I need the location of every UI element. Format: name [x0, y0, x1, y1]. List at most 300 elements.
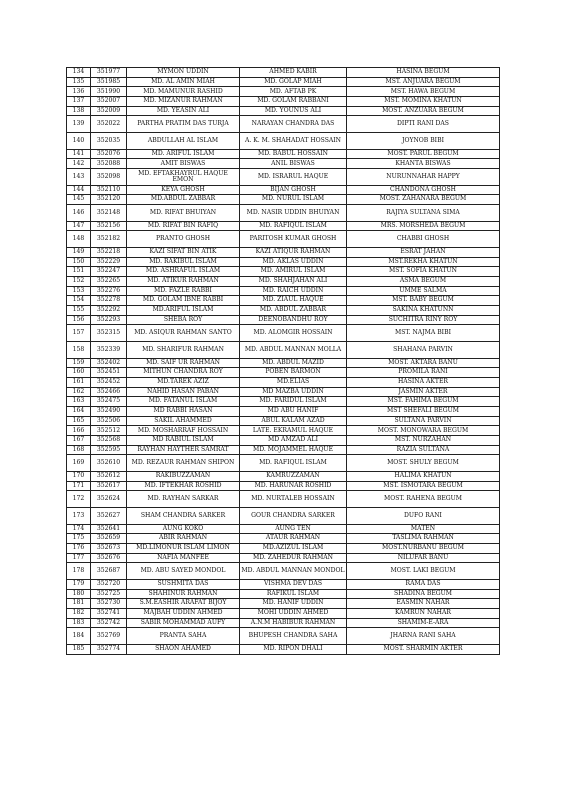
serial-cell: 137	[67, 97, 91, 107]
father-name-cell: MD. RIPON DHALI	[240, 644, 347, 654]
roll-cell: 352610	[91, 455, 127, 472]
father-name-cell: MD. AKLAS UDDIN	[240, 257, 347, 267]
father-name-cell: BIJAN GHOSH	[240, 185, 347, 195]
name-cell: MITHUN CHANDRA ROY	[127, 368, 240, 378]
father-name-cell: MD. YOUNUS ALI	[240, 106, 347, 116]
mother-name-cell: SAKINA KHATUNN	[347, 305, 500, 315]
table-row	[67, 406, 500, 416]
mother-name-cell: JASMIN AKTER	[347, 387, 500, 397]
roll-cell: 352292	[91, 305, 127, 315]
mother-name-cell: CHANDONA GHOSH	[347, 185, 500, 195]
serial-cell: 139	[67, 116, 91, 133]
name-cell: SHAM CHANDRA SARKER	[127, 507, 240, 524]
father-name-cell: LATE. EKRAMUL HAQUE	[240, 426, 347, 436]
table-row	[67, 247, 500, 257]
serial-cell: 162	[67, 387, 91, 397]
roll-cell: 352076	[91, 149, 127, 159]
name-cell: MD. MOSHARRAF HOSSAIN	[127, 426, 240, 436]
name-cell: AMIT BISWAS	[127, 159, 240, 169]
table-row	[67, 231, 500, 248]
father-name-cell: ANIL BISWAS	[240, 159, 347, 169]
mother-name-cell: HASINA BEGUM	[347, 68, 500, 78]
name-cell: MD. RAYHAN SARKAR	[127, 491, 240, 508]
father-name-cell: KAZI ATIQUR RAHMAN	[240, 247, 347, 257]
mother-name-cell: MOST. SHARMIN AKTER	[347, 644, 500, 654]
roll-cell: 352720	[91, 579, 127, 589]
mother-name-cell: CHABBI GHOSH	[347, 231, 500, 248]
roll-cell: 352617	[91, 481, 127, 491]
father-name-cell: MD. AMIRUL ISLAM	[240, 267, 347, 277]
table-row	[67, 455, 500, 472]
name-cell: MYMON UDDIN	[127, 68, 240, 78]
name-cell: MD. ABU SAYED MONDOL	[127, 563, 240, 580]
mother-name-cell: MST SHEFALI BEGUM	[347, 406, 500, 416]
roll-cell: 352512	[91, 426, 127, 436]
mother-name-cell: MST. HAWA BEGUM	[347, 87, 500, 97]
father-name-cell: MD. GOLAM RABBANI	[240, 97, 347, 107]
father-name-cell: PARITOSH KUMAR GHOSH	[240, 231, 347, 248]
father-name-cell: MD. ALOMGIR HOSSAIN	[240, 325, 347, 342]
serial-cell: 173	[67, 507, 91, 524]
roll-cell: 352490	[91, 406, 127, 416]
father-name-cell: MD. BABUL HOSSAIN	[240, 149, 347, 159]
mother-name-cell: KAMRUN NAHAR	[347, 608, 500, 618]
mother-name-cell: MOST. ANZUARA BEGUM	[347, 106, 500, 116]
serial-cell: 147	[67, 221, 91, 231]
roster-table-container	[66, 67, 499, 655]
table-row	[67, 579, 500, 589]
mother-name-cell: SHAHANA PARVIN	[347, 341, 500, 358]
name-cell: SAKIL AHAMMED	[127, 416, 240, 426]
name-cell: RAKIBUZZAMAN	[127, 472, 240, 482]
name-cell: PRANTA SAHA	[127, 628, 240, 645]
table-row	[67, 553, 500, 563]
father-name-cell: AUNG TEN	[240, 524, 347, 534]
roll-cell: 352276	[91, 286, 127, 296]
roll-cell: 352687	[91, 563, 127, 580]
table-row	[67, 534, 500, 544]
roll-cell: 351990	[91, 87, 127, 97]
serial-cell: 141	[67, 149, 91, 159]
table-row	[67, 68, 500, 78]
table-row	[67, 257, 500, 267]
mother-name-cell: MOST. SHULY BEGUM	[347, 455, 500, 472]
table-row	[67, 608, 500, 618]
name-cell: SHAHINUR RAHMAN	[127, 589, 240, 599]
table-row	[67, 481, 500, 491]
mother-name-cell: MOST. PARUL BEGUM	[347, 149, 500, 159]
mother-name-cell: NILUFAR BANU	[347, 553, 500, 563]
roll-cell: 352110	[91, 185, 127, 195]
name-cell: AUNG KOKO	[127, 524, 240, 534]
table-row	[67, 77, 500, 87]
mother-name-cell: MST. NAJMA BIBI	[347, 325, 500, 342]
name-cell: MD. ARIFUL ISLAM	[127, 149, 240, 159]
roll-cell: 352247	[91, 267, 127, 277]
serial-cell: 145	[67, 195, 91, 205]
name-cell: ABDULLAH AL ISLAM	[127, 133, 240, 150]
table-row	[67, 628, 500, 645]
mother-name-cell: HASINA AKTER	[347, 377, 500, 387]
name-cell: PARTHA PRATIM DAS TURJA	[127, 116, 240, 133]
father-name-cell: MD. GOLAP MIAH	[240, 77, 347, 87]
name-cell: MD. MIZANUR RAHMAN	[127, 97, 240, 107]
serial-cell: 155	[67, 305, 91, 315]
father-name-cell: MD. ABDUL MAZID	[240, 358, 347, 368]
serial-cell: 174	[67, 524, 91, 534]
roll-cell: 352730	[91, 599, 127, 609]
father-name-cell: POBEN BARMON	[240, 368, 347, 378]
father-name-cell: RAFIKUL ISLAM	[240, 589, 347, 599]
roll-cell: 352452	[91, 377, 127, 387]
roll-cell: 352022	[91, 116, 127, 133]
mother-name-cell: ASMA BEGUM	[347, 276, 500, 286]
table-row	[67, 169, 500, 186]
roll-cell: 352148	[91, 204, 127, 221]
name-cell: MD RABIUL ISLAM	[127, 436, 240, 446]
roll-cell: 352568	[91, 436, 127, 446]
father-name-cell: MD. HANIF UDDIN	[240, 599, 347, 609]
table-row	[67, 472, 500, 482]
mother-name-cell: MOST. LAKI BEGUM	[347, 563, 500, 580]
serial-cell: 143	[67, 169, 91, 186]
mother-name-cell: MST. MOMINA KHATUN	[347, 97, 500, 107]
serial-cell: 183	[67, 618, 91, 628]
roll-cell: 352229	[91, 257, 127, 267]
mother-name-cell: EASMIN NAHAR	[347, 599, 500, 609]
name-cell: MD. MAMUNUR RASHID	[127, 87, 240, 97]
serial-cell: 168	[67, 445, 91, 455]
father-name-cell: DEENOBANDHU ROY	[240, 315, 347, 325]
name-cell: MD. ASIQUR RAHMAN SANTO	[127, 325, 240, 342]
father-name-cell: MD.AZIZUL ISLAM	[240, 543, 347, 553]
table-row	[67, 159, 500, 169]
serial-cell: 178	[67, 563, 91, 580]
mother-name-cell: RAJIYA SULTANA SIMA	[347, 204, 500, 221]
serial-cell: 171	[67, 481, 91, 491]
table-row	[67, 387, 500, 397]
name-cell: MD. FATANUL ISLAM	[127, 397, 240, 407]
mother-name-cell: NURUNNAHAR HAPPY	[347, 169, 500, 186]
roll-cell: 352624	[91, 491, 127, 508]
roll-cell: 352641	[91, 524, 127, 534]
father-name-cell: MD. NURTALEB HOSSAIN	[240, 491, 347, 508]
serial-cell: 160	[67, 368, 91, 378]
name-cell: MD. SHARIFUR RAHMAN	[127, 341, 240, 358]
name-cell: MD. EFTAKHAYRUL HAQUE EMON	[127, 169, 240, 186]
serial-cell: 185	[67, 644, 91, 654]
table-row	[67, 97, 500, 107]
father-name-cell: ABUL KALAM AZAD	[240, 416, 347, 426]
table-row	[67, 644, 500, 654]
name-cell: MD.ARIFUL ISLAM	[127, 305, 240, 315]
serial-cell: 161	[67, 377, 91, 387]
roll-cell: 352627	[91, 507, 127, 524]
mother-name-cell: MOST. AKTARA BANU	[347, 358, 500, 368]
mother-name-cell: UMME SALMA	[347, 286, 500, 296]
mother-name-cell: MOST. ZAHANARA BEGUM	[347, 195, 500, 205]
serial-cell: 146	[67, 204, 91, 221]
table-row	[67, 368, 500, 378]
serial-cell: 144	[67, 185, 91, 195]
table-row	[67, 358, 500, 368]
serial-cell: 140	[67, 133, 91, 150]
father-name-cell: MD. NURUL ISLAM	[240, 195, 347, 205]
mother-name-cell: SHAMIM-E-ARA	[347, 618, 500, 628]
table-row	[67, 341, 500, 358]
table-row	[67, 491, 500, 508]
table-row	[67, 315, 500, 325]
name-cell: ABIR RAHMAN	[127, 534, 240, 544]
mother-name-cell: MST. ANJUARA BEGUM	[347, 77, 500, 87]
roll-cell: 352742	[91, 618, 127, 628]
table-row	[67, 305, 500, 315]
name-cell: S.M.EASHIR ARAFAT BIJOY	[127, 599, 240, 609]
name-cell: MD. REZAUR RAHMAN SHIPON	[127, 455, 240, 472]
father-name-cell: MD. ISRARUL HAQUE	[240, 169, 347, 186]
father-name-cell: MD. SHAHJAHAN ALI	[240, 276, 347, 286]
name-cell: MAJBAH UDDIN AHMED	[127, 608, 240, 618]
serial-cell: 134	[67, 68, 91, 78]
name-cell: NAHID HASAN PABAN	[127, 387, 240, 397]
father-name-cell: VISHMA DEV DAS	[240, 579, 347, 589]
mother-name-cell: RAMA DAS	[347, 579, 500, 589]
mother-name-cell: KHANTA BISWAS	[347, 159, 500, 169]
serial-cell: 158	[67, 341, 91, 358]
name-cell: SHEBA ROY	[127, 315, 240, 325]
name-cell: SABIR MOHAMMAD AUFY	[127, 618, 240, 628]
name-cell: MD.TAREK AZIZ	[127, 377, 240, 387]
mother-name-cell: MST. NURZAHAN	[347, 436, 500, 446]
table-row	[67, 286, 500, 296]
mother-name-cell: RAZIA SULTANA	[347, 445, 500, 455]
name-cell: MD.LIMONUR ISLAM LIMON	[127, 543, 240, 553]
table-row	[67, 618, 500, 628]
serial-cell: 138	[67, 106, 91, 116]
mother-name-cell: PROMILA RANI	[347, 368, 500, 378]
name-cell: MD. RIFAT BHUIYAN	[127, 204, 240, 221]
table-row	[67, 377, 500, 387]
name-cell: KAZI SIFAT BIN ATIK	[127, 247, 240, 257]
father-name-cell: MD. RAFIQUL ISLAM	[240, 221, 347, 231]
name-cell: NAFIA MANFEE	[127, 553, 240, 563]
father-name-cell: MD. NASIR UDDIN BHUIYAN	[240, 204, 347, 221]
mother-name-cell: TASLIMA RAHMAN	[347, 534, 500, 544]
mother-name-cell: MST. SOFIA KHATUN	[347, 267, 500, 277]
mother-name-cell: MST. BABY BEGUM	[347, 296, 500, 306]
roll-cell: 352402	[91, 358, 127, 368]
roll-cell: 352339	[91, 341, 127, 358]
serial-cell: 182	[67, 608, 91, 618]
roll-cell: 352774	[91, 644, 127, 654]
roll-cell: 351985	[91, 77, 127, 87]
mother-name-cell: SULTANA PARVIN	[347, 416, 500, 426]
mother-name-cell: MATEN	[347, 524, 500, 534]
name-cell: MD. IFTEKHAR ROSHID	[127, 481, 240, 491]
table-row	[67, 116, 500, 133]
serial-cell: 175	[67, 534, 91, 544]
name-cell: MD.ABDUL ZABBAR	[127, 195, 240, 205]
serial-cell: 176	[67, 543, 91, 553]
table-row	[67, 436, 500, 446]
serial-cell: 151	[67, 267, 91, 277]
serial-cell: 172	[67, 491, 91, 508]
father-name-cell: A. K. M. SHAHADAT HOSSAIN	[240, 133, 347, 150]
roll-cell: 352673	[91, 543, 127, 553]
name-cell: MD. RIFAT BIN RAFIQ	[127, 221, 240, 231]
father-name-cell: MD. ABDUL ZABBAR	[240, 305, 347, 315]
table-row	[67, 325, 500, 342]
mother-name-cell: DUFO RANI	[347, 507, 500, 524]
roll-cell: 352278	[91, 296, 127, 306]
table-row	[67, 563, 500, 580]
serial-cell: 153	[67, 286, 91, 296]
father-name-cell: A.N.M HABIBUR RAHMAN	[240, 618, 347, 628]
serial-cell: 164	[67, 406, 91, 416]
serial-cell: 184	[67, 628, 91, 645]
roll-cell: 352009	[91, 106, 127, 116]
roster-table	[66, 67, 500, 655]
father-name-cell: MD.ELIAS	[240, 377, 347, 387]
serial-cell: 159	[67, 358, 91, 368]
serial-cell: 152	[67, 276, 91, 286]
name-cell: MD. FAZLE RABBI	[127, 286, 240, 296]
name-cell: MD RABBI HASAN	[127, 406, 240, 416]
table-row	[67, 445, 500, 455]
roll-cell: 352293	[91, 315, 127, 325]
table-row	[67, 195, 500, 205]
table-row	[67, 221, 500, 231]
name-cell: MD. AL AMIN MIAH	[127, 77, 240, 87]
father-name-cell: MD. ZIAUL HAQUE	[240, 296, 347, 306]
serial-cell: 135	[67, 77, 91, 87]
serial-cell: 149	[67, 247, 91, 257]
father-name-cell: MD. MOJAMMEL HAQUE	[240, 445, 347, 455]
mother-name-cell: DIPTI RANI DAS	[347, 116, 500, 133]
serial-cell: 157	[67, 325, 91, 342]
table-row	[67, 87, 500, 97]
roll-cell: 352676	[91, 553, 127, 563]
roll-cell: 352120	[91, 195, 127, 205]
roll-cell: 352659	[91, 534, 127, 544]
mother-name-cell: ESRAT JAHAN	[347, 247, 500, 257]
mother-name-cell: SHADINA BEGUM	[347, 589, 500, 599]
father-name-cell: MD. FARIDUL ISLAM	[240, 397, 347, 407]
roll-cell: 352595	[91, 445, 127, 455]
serial-cell: 163	[67, 397, 91, 407]
roll-cell: 352218	[91, 247, 127, 257]
roll-cell: 352098	[91, 169, 127, 186]
mother-name-cell: JOYNOB BIBI	[347, 133, 500, 150]
father-name-cell: MD MAZBA UDDIN	[240, 387, 347, 397]
table-row	[67, 397, 500, 407]
mother-name-cell: MST.REKHA KHATUN	[347, 257, 500, 267]
table-row	[67, 133, 500, 150]
father-name-cell: MD. ABDUL MANNAN MOLLA	[240, 341, 347, 358]
mother-name-cell: MST. FAHIMA BEGUM	[347, 397, 500, 407]
roll-cell: 352035	[91, 133, 127, 150]
table-row	[67, 276, 500, 286]
name-cell: MD. ASHRAFUL ISLAM	[127, 267, 240, 277]
father-name-cell: BHUPESH CHANDRA SAHA	[240, 628, 347, 645]
table-row	[67, 267, 500, 277]
serial-cell: 150	[67, 257, 91, 267]
mother-name-cell: SUCHITRA RINY ROY	[347, 315, 500, 325]
name-cell: KEYA GHOSH	[127, 185, 240, 195]
mother-name-cell: MST. ISMOTARA BEGUM	[347, 481, 500, 491]
serial-cell: 169	[67, 455, 91, 472]
mother-name-cell: HALIMA KHATUN	[347, 472, 500, 482]
roll-cell: 352506	[91, 416, 127, 426]
roll-cell: 352769	[91, 628, 127, 645]
serial-cell: 177	[67, 553, 91, 563]
roll-cell: 352088	[91, 159, 127, 169]
name-cell: SUSHMITA DAS	[127, 579, 240, 589]
roll-cell: 352265	[91, 276, 127, 286]
table-row	[67, 204, 500, 221]
table-row	[67, 106, 500, 116]
father-name-cell: MD. ABDUL MANNAN MONDOL	[240, 563, 347, 580]
table-row	[67, 149, 500, 159]
roll-cell: 352612	[91, 472, 127, 482]
serial-cell: 142	[67, 159, 91, 169]
father-name-cell: AHMED KABIR	[240, 68, 347, 78]
serial-cell: 166	[67, 426, 91, 436]
name-cell: MD. SAIF UR RAHMAN	[127, 358, 240, 368]
table-row	[67, 543, 500, 553]
roll-cell: 352156	[91, 221, 127, 231]
mother-name-cell: MRS. MORSHEDA BEGUM	[347, 221, 500, 231]
table-row	[67, 416, 500, 426]
father-name-cell: ATAUR RAHMAN	[240, 534, 347, 544]
father-name-cell: NARAYAN CHANDRA DAS	[240, 116, 347, 133]
serial-cell: 165	[67, 416, 91, 426]
father-name-cell: GOUR CHANDRA SARKER	[240, 507, 347, 524]
serial-cell: 167	[67, 436, 91, 446]
mother-name-cell: JHARNA RANI SAHA	[347, 628, 500, 645]
table-row	[67, 599, 500, 609]
name-cell: MD. RAKIBUL ISLAM	[127, 257, 240, 267]
roll-cell: 352725	[91, 589, 127, 599]
roll-cell: 351977	[91, 68, 127, 78]
roll-cell: 352451	[91, 368, 127, 378]
name-cell: MD. ATIKUR RAHMAN	[127, 276, 240, 286]
serial-cell: 136	[67, 87, 91, 97]
name-cell: PRANTO GHOSH	[127, 231, 240, 248]
father-name-cell: MD. ZAHEDUR RAHMAN	[240, 553, 347, 563]
table-row	[67, 296, 500, 306]
roll-cell: 352741	[91, 608, 127, 618]
father-name-cell: MOHI UDDIN AHMED	[240, 608, 347, 618]
table-row	[67, 507, 500, 524]
roll-cell: 352475	[91, 397, 127, 407]
serial-cell: 148	[67, 231, 91, 248]
serial-cell: 170	[67, 472, 91, 482]
father-name-cell: MD. HARUNAR ROSHID	[240, 481, 347, 491]
table-row	[67, 426, 500, 436]
name-cell: MD. YEASIN ALI	[127, 106, 240, 116]
table-row	[67, 589, 500, 599]
serial-cell: 154	[67, 296, 91, 306]
roll-cell: 352182	[91, 231, 127, 248]
serial-cell: 156	[67, 315, 91, 325]
name-cell: SHAON AHAMED	[127, 644, 240, 654]
father-name-cell: MD ABU HANIF	[240, 406, 347, 416]
mother-name-cell: MOST.NURBANU BEGUM	[347, 543, 500, 553]
father-name-cell: KAMRUZZAMAN	[240, 472, 347, 482]
table-row	[67, 185, 500, 195]
serial-cell: 179	[67, 579, 91, 589]
